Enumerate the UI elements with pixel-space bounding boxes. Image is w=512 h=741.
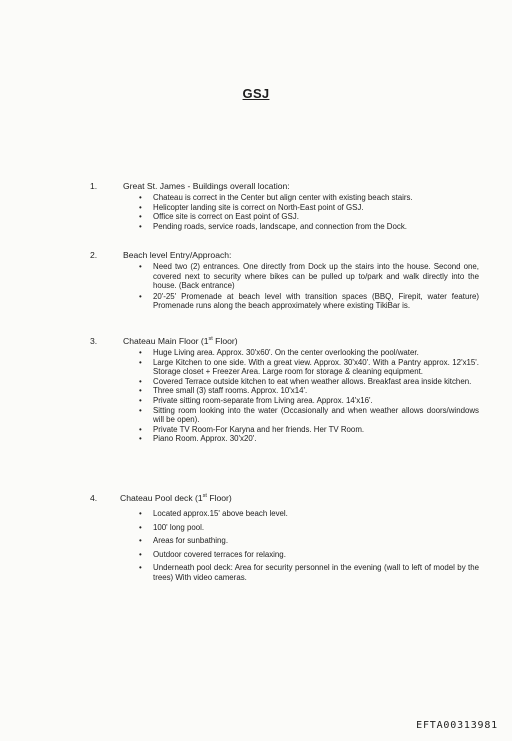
section-number: 3.	[90, 336, 98, 346]
section-heading: Chateau Pool deck (1st Floor)	[120, 493, 232, 503]
list-item: • Underneath pool deck: Area for security personnel in the evening (wall to left of model by the trees) With video cameras.	[139, 563, 479, 582]
list-item: • Three small (3) staff rooms. Approx. 10'x14'.	[139, 386, 479, 396]
section-number: 2.	[90, 250, 98, 260]
section-list	[139, 509, 479, 583]
section-list	[139, 262, 479, 311]
list-item: • Large Kitchen to one side. With a great view. Approx. 30'x40'. With a Pantry approx. 12'x15'. Storage closet + Freezer Area. Large room for storage & cleaning equipment.	[139, 358, 479, 377]
list-item: • Located approx.15' above beach level.	[139, 509, 479, 519]
list-item: • Office site is correct on East point of GSJ.	[139, 212, 479, 222]
document-title: GSJ	[242, 86, 270, 101]
list-item: • Areas for sunbathing.	[139, 536, 479, 546]
section-heading: Great St. James - Buildings overall location:	[123, 181, 290, 191]
section-heading: Chateau Main Floor (1st Floor)	[123, 336, 238, 346]
list-item: • Piano Room. Approx. 30'x20'.	[139, 434, 479, 444]
section-list	[139, 193, 479, 231]
section-heading: Beach level Entry/Approach:	[123, 250, 232, 260]
list-item: • Outdoor covered terraces for relaxing.	[139, 550, 479, 560]
section-number: 4.	[90, 493, 98, 503]
section-number: 1.	[90, 181, 98, 191]
list-item: • Covered Terrace outside kitchen to eat when weather allows. Breakfast area inside kitchen.	[139, 377, 479, 387]
list-item: • Pending roads, service roads, landscape, and connection from the Dock.	[139, 222, 479, 232]
list-item: • Sitting room looking into the water (Occasionally and when weather allows doors/windows will be open).	[139, 406, 479, 425]
list-item: • Private sitting room-separate from Living area. Approx. 14'x16'.	[139, 396, 479, 406]
document-id-stamp: EFTA00313981	[416, 720, 498, 731]
list-item: • 100' long pool.	[139, 523, 479, 533]
list-item: • Chateau is correct in the Center but align center with existing beach stairs.	[139, 193, 479, 203]
list-item: • Helicopter landing site is correct on North-East point of GSJ.	[139, 203, 479, 213]
list-item: • Private TV Room-For Karyna and her friends. Her TV Room.	[139, 425, 479, 435]
section-list	[139, 348, 479, 444]
list-item: • 20'-25' Promenade at beach level with transition spaces (BBQ, Firepit, water feature) Promenade runs along the beach approximately where existing TikiBar is.	[139, 292, 479, 311]
list-item: • Need two (2) entrances. One directly from Dock up the stairs into the house. Second one, covered next to security where bikes can be pulled up to/park and walk directly into the house. (Back entrance)	[139, 262, 479, 291]
list-item: • Huge Living area. Approx. 30'x60'. On the center overlooking the pool/water.	[139, 348, 479, 358]
